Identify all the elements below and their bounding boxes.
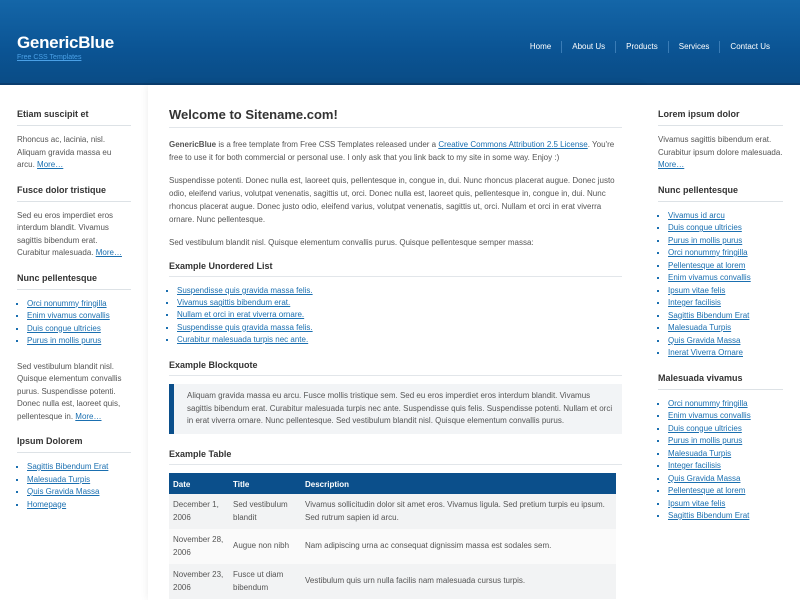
example-list <box>169 285 622 346</box>
right-section-title: Lorem ipsum dolor <box>658 109 783 126</box>
list-item <box>668 498 783 511</box>
list-link[interactable]: Curabitur malesuada turpis nec ante. <box>177 334 309 344</box>
sidebar-link[interactable]: Quis Gravida Massa <box>668 473 741 483</box>
intro-paragraph: GenericBlue is a free template from Free CSS Templates released under a Creative Commons Attribution 2.5 License. You're free to use it for both commercial or personal use. I only ask that you link back to my site in some way. Enjoy :) <box>169 140 615 162</box>
list-item <box>668 247 783 260</box>
paragraph: Suspendisse potenti. Donec nulla est, laoreet quis, pellentesque in, congue in, dui. Nunc rhoncus placerat augue. Donec justo odio, eleifend varius, volutpat venenatis, sagittis ut, orci. Donec nulla est, laoreet quis, pellentesque in, congue in, dui. Nunc rhoncus placerat augue. Donec justo odio, eleifend varius, volutpat venenatis, sagittis ut, orci. Nullam et orci in erat viverra ornare. Nunc pellentesque. <box>169 176 615 224</box>
section-heading: Example Unordered List <box>169 261 622 277</box>
table-cell: Vestibulum quis urn nulla facilis nam malesuada cursus turpis. <box>301 564 616 599</box>
table-row <box>169 564 616 599</box>
sidebar-link[interactable]: Malesuada Turpis <box>668 448 732 458</box>
page-title: Welcome to Sitename.com! <box>169 107 622 128</box>
list-item <box>27 486 131 499</box>
left-link-list <box>17 298 131 348</box>
list-item <box>668 322 783 335</box>
sidebar-link[interactable]: Orci nonummy fringilla <box>668 398 748 408</box>
left-section-title: Fusce dolor tristique <box>17 185 131 202</box>
table-header-row <box>169 473 616 494</box>
list-item <box>668 448 783 461</box>
blockquote: Aliquam gravida massa eu arcu. Fusce mollis tristique sem. Sed eu eros imperdiet eros interdum blandit. Vivamus sagittis bibendum erat. Curabitur malesuada turpis nec ante. Suspendisse quis felis. Suspendisse potenti. Nullam et orci in erat viverra ornare. Nunc pellentesque. Sed vestibulum blandit nisl. Quisque elementum convallis purus. <box>169 384 622 434</box>
sidebar-link[interactable]: Ipsum vitae felis <box>668 498 726 508</box>
right-section-text: Vivamus sagittis bibendum erat. Curabitur ipsum dolore malesuada. More… <box>658 135 783 169</box>
table-cell: December 1, 2006 <box>169 494 229 529</box>
list-item <box>668 398 783 411</box>
license-link[interactable]: Creative Commons Attribution 2.5 License <box>438 140 588 149</box>
list-item <box>668 285 783 298</box>
list-item <box>27 310 131 323</box>
left-section-text: Sed vestibulum blandit nisl. Quisque elementum convallis purus. Suspendisse potenti. Donec nulla est, laoreet quis, pellentesque in. More… <box>17 361 122 421</box>
left-section-title: Nunc pellentesque <box>17 273 131 290</box>
left-section-title: Ipsum Dolorem <box>17 436 131 453</box>
list-item <box>668 435 783 448</box>
more-link[interactable]: More… <box>658 160 685 169</box>
table-cell: Nam adipiscing urna ac consequat dignissim massa est sodales sem. <box>301 529 616 564</box>
sidebar-link[interactable]: Pellentesque at lorem <box>668 486 746 495</box>
sidebar-link[interactable]: Enim vivamus convallis <box>668 273 751 282</box>
sidebar-link[interactable]: Integer facilisis <box>668 298 721 307</box>
list-item <box>177 334 622 346</box>
list-item <box>668 347 783 360</box>
section-heading: Example Table <box>169 449 622 465</box>
table-row <box>169 529 616 564</box>
more-link[interactable]: More… <box>37 160 64 169</box>
right-section-title: Malesuada vivamus <box>658 373 783 390</box>
sidebar-link[interactable]: Duis congue ultricies <box>668 223 742 232</box>
list-item <box>668 272 783 285</box>
column-header: Description <box>301 473 616 494</box>
sidebar-link[interactable]: Orci nonummy fringilla <box>668 248 748 257</box>
more-link[interactable]: More… <box>95 248 122 257</box>
list-item <box>668 297 783 310</box>
right-link-list <box>658 398 783 523</box>
list-item <box>668 423 783 436</box>
site-name[interactable]: GenericBlue <box>17 33 114 52</box>
sidebar-link[interactable]: Purus in mollis purus <box>668 235 743 245</box>
list-item <box>668 485 783 498</box>
sidebar-link[interactable]: Pellentesque at lorem <box>668 260 746 270</box>
sidebar-link[interactable]: Vivamus id arcu <box>668 210 725 220</box>
table-cell: Augue non nibh <box>229 529 301 564</box>
list-item <box>668 510 783 523</box>
table-cell: Vivamus sollicitudin dolor sit amet eros. Vivamus ligula. Sed pretium turpis eu ipsum. Sed rutrum sapien id arcu. <box>301 494 616 529</box>
tagline-link[interactable]: Free CSS Templates <box>17 54 82 61</box>
intro-bold: GenericBlue <box>169 140 217 149</box>
left-section-title: Etiam suscipit et <box>17 109 131 126</box>
sidebar-link[interactable]: Sagittis Bibendum Erat <box>27 462 109 471</box>
nav-services[interactable]: Services <box>668 41 720 53</box>
left-section-text: Sed eu eros imperdiet eros interdum blandit. Vivamus sagittis bibendum erat. Curabitur malesuada. More… <box>17 210 122 257</box>
list-item <box>668 410 783 423</box>
more-link[interactable]: More… <box>75 411 102 421</box>
paragraph: Sed vestibulum blandit nisl. Quisque elementum convallis purus. Quisque pellentesque semper massa: <box>169 238 534 248</box>
sidebar-link[interactable]: Enim vivamus convallis <box>27 311 110 320</box>
list-link[interactable]: Suspendisse quis gravida massa felis. <box>177 285 313 295</box>
right-section-title: Nunc pellentesque <box>658 185 783 202</box>
sidebar-link[interactable]: Purus in mollis purus <box>668 436 743 445</box>
main-content <box>148 85 642 600</box>
list-item <box>27 474 131 487</box>
column-header: Date <box>169 473 229 494</box>
list-link[interactable]: Vivamus sagittis bibendum erat. <box>177 298 291 308</box>
example-table <box>169 473 616 599</box>
list-item <box>177 322 622 334</box>
sidebar-link[interactable]: Malesuada Turpis <box>27 474 91 484</box>
sidebar-link[interactable]: Enim vivamus convallis <box>668 411 751 420</box>
table-cell: November 28, 2006 <box>169 529 229 564</box>
site-header <box>0 0 800 85</box>
nav-contact-us[interactable]: Contact Us <box>719 41 780 53</box>
sidebar-link[interactable]: Orci nonummy fringilla <box>27 298 107 308</box>
list-link[interactable]: Nullam et orci in erat viverra ornare. <box>177 310 305 320</box>
column-header: Title <box>229 473 301 494</box>
sidebar-link[interactable]: Duis congue ultricies <box>668 423 742 433</box>
left-link-list <box>17 461 131 511</box>
nav-products[interactable]: Products <box>615 41 668 53</box>
list-item <box>668 235 783 248</box>
section-heading: Example Blockquote <box>169 360 622 376</box>
nav-about-us[interactable]: About Us <box>561 41 615 53</box>
sidebar-link[interactable]: Malesuada Turpis <box>668 323 732 332</box>
sidebar-link[interactable]: Quis Gravida Massa <box>668 335 741 345</box>
list-item <box>668 335 783 348</box>
left-sidebar <box>0 85 148 600</box>
list-item <box>177 309 622 321</box>
sidebar-link[interactable]: Inerat Viverra Ornare <box>668 348 743 357</box>
list-item <box>177 285 622 297</box>
table-cell: November 23, 2006 <box>169 564 229 599</box>
list-item <box>27 323 131 336</box>
sidebar-link[interactable]: Homepage <box>27 499 67 509</box>
sidebar-link[interactable]: Duis congue ultricies <box>27 323 101 333</box>
sidebar-link[interactable]: Sagittis Bibendum Erat <box>668 310 750 320</box>
list-item <box>668 310 783 323</box>
nav-home[interactable]: Home <box>529 42 552 51</box>
sidebar-link[interactable]: Integer facilisis <box>668 461 721 470</box>
right-link-list <box>658 210 783 360</box>
list-item <box>27 335 131 348</box>
table-cell: Fusce ut diam bibendum <box>229 564 301 599</box>
list-item <box>27 461 131 474</box>
list-item <box>27 298 131 311</box>
sidebar-link[interactable]: Quis Gravida Massa <box>27 487 100 496</box>
table-cell: Sed vestibulum blandit <box>229 494 301 529</box>
sidebar-link[interactable]: Purus in mollis purus <box>27 336 102 345</box>
sidebar-link[interactable]: Sagittis Bibendum Erat <box>668 511 750 520</box>
list-item <box>668 210 783 223</box>
list-item <box>668 222 783 235</box>
list-item <box>27 499 131 512</box>
main-nav <box>520 41 780 53</box>
list-item <box>177 297 622 309</box>
list-link[interactable]: Suspendisse quis gravida massa felis. <box>177 322 313 332</box>
sidebar-link[interactable]: Ipsum vitae felis <box>668 285 726 295</box>
list-item <box>668 473 783 486</box>
right-sidebar <box>642 85 800 600</box>
table-row <box>169 494 616 529</box>
left-section-text: Rhoncus ac, lacinia, nisl. Aliquam gravida massa eu arcu. More… <box>17 135 112 169</box>
list-item <box>668 260 783 273</box>
list-item <box>668 460 783 473</box>
logo <box>17 33 114 62</box>
